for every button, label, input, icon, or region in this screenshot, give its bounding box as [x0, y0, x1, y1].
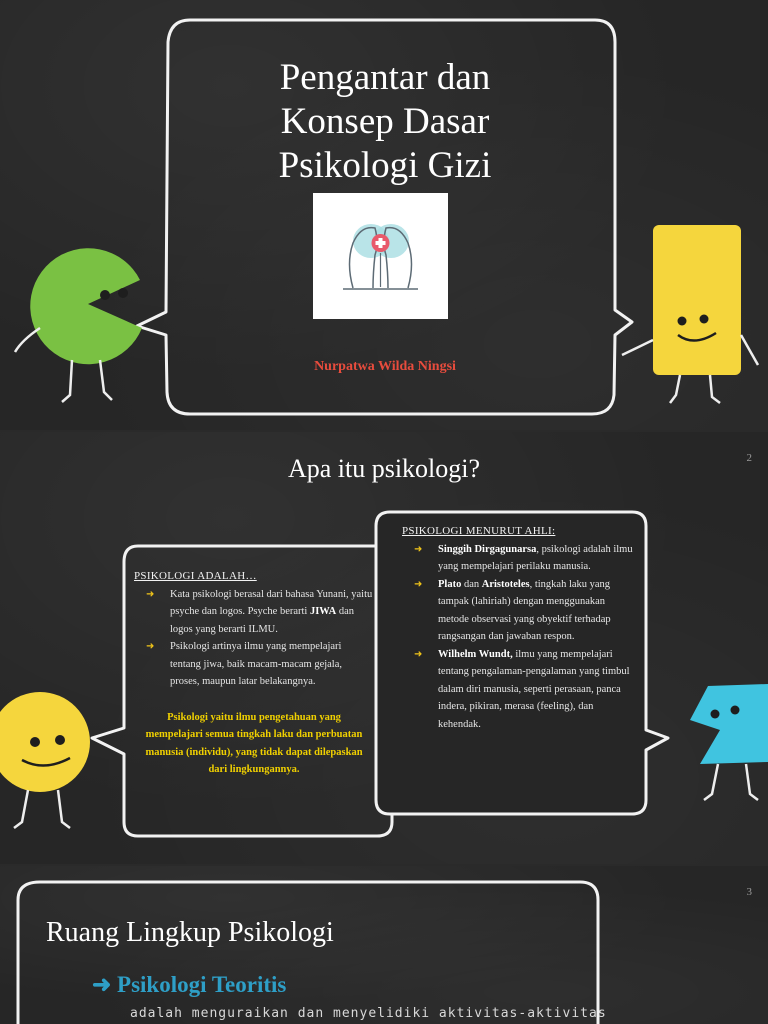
right-box-list [402, 541, 634, 734]
right-bubble-outline [0, 432, 768, 852]
title-line-2: Konsep Dasar [280, 101, 490, 142]
slide-number: 2 [746, 452, 752, 464]
author-name: Nurpatwa Wilda Ningsi [314, 359, 456, 374]
slide-2 [0, 432, 768, 864]
definition-note: Psikologi yaitu ilmu pengetahuan yang mempelajari semua tingkah laku dan perbuatan manusia (individu), yang tidak dapat dilepaskan dari lingkungannya. [145, 711, 363, 775]
right-box-heading: PSIKOLOGI MENURUT AHLI: [402, 525, 556, 537]
arrow-icon: ➜ [92, 972, 112, 997]
arrow-icon: ➜ [414, 578, 423, 590]
yellow-rect-character [618, 215, 768, 415]
list-item: ➜ Kata psikologi berasal dari bahasa Yunani, yaitu psyche dan logos. Psyche berarti JIWA dan logos yang berarti ILMU. [134, 586, 374, 639]
slide-1 [0, 0, 768, 430]
slide-title: Ruang Lingkup Psikologi [46, 917, 334, 948]
list-item: ➜ Singgih Dirgagunarsa, psikologi adalah ilmu yang mempelajari perilaku manusia. [402, 541, 634, 576]
section-heading-text: Psikologi Teoritis [117, 972, 287, 997]
slide-number: 3 [746, 886, 752, 898]
slide-title: Apa itu psikologi? [287, 454, 481, 483]
arrow-icon: ➜ [414, 648, 423, 660]
list-item: ➜ Wilhelm Wundt, ilmu yang mempelajari tentang pengalaman-pengalaman yang timbul dalam diri manusia, seperti perasaan, panca indera, pikiran, merasa (feeling), dan kehendak. [402, 646, 634, 734]
yellow-round-character [0, 672, 110, 864]
arrow-icon: ➜ [146, 588, 155, 600]
green-character [10, 240, 150, 420]
presentation-title [180, 56, 590, 188]
cyan-character [660, 672, 768, 864]
list-item: ➜ Psikologi artinya ilmu yang mempelajari tentang jiwa, baik macam-macam gejala, proses, maupun latar belakangnya. [134, 638, 374, 691]
slide-3 [0, 866, 768, 1024]
arrow-icon: ➜ [414, 543, 423, 555]
head-cross-icon [313, 193, 448, 319]
left-box-heading: PSIKOLOGI ADALAH… [134, 570, 257, 582]
section-heading [92, 972, 286, 998]
title-line-3: Psikologi Gizi [278, 145, 492, 186]
title-image [313, 193, 448, 319]
title-line-1: Pengantar dan [279, 57, 491, 98]
list-item: ➜ Plato dan Aristoteles, tingkah laku yang tampak (lahiriah) dengan menggunakan metode observasi yang obyektif terhadap rangsangan dan jawaban respon. [402, 576, 634, 646]
body-line: adalah menguraikan dan menyelidiki aktivitas-aktivitas [130, 1006, 607, 1021]
arrow-icon: ➜ [146, 641, 155, 652]
right-info-box [402, 523, 634, 733]
